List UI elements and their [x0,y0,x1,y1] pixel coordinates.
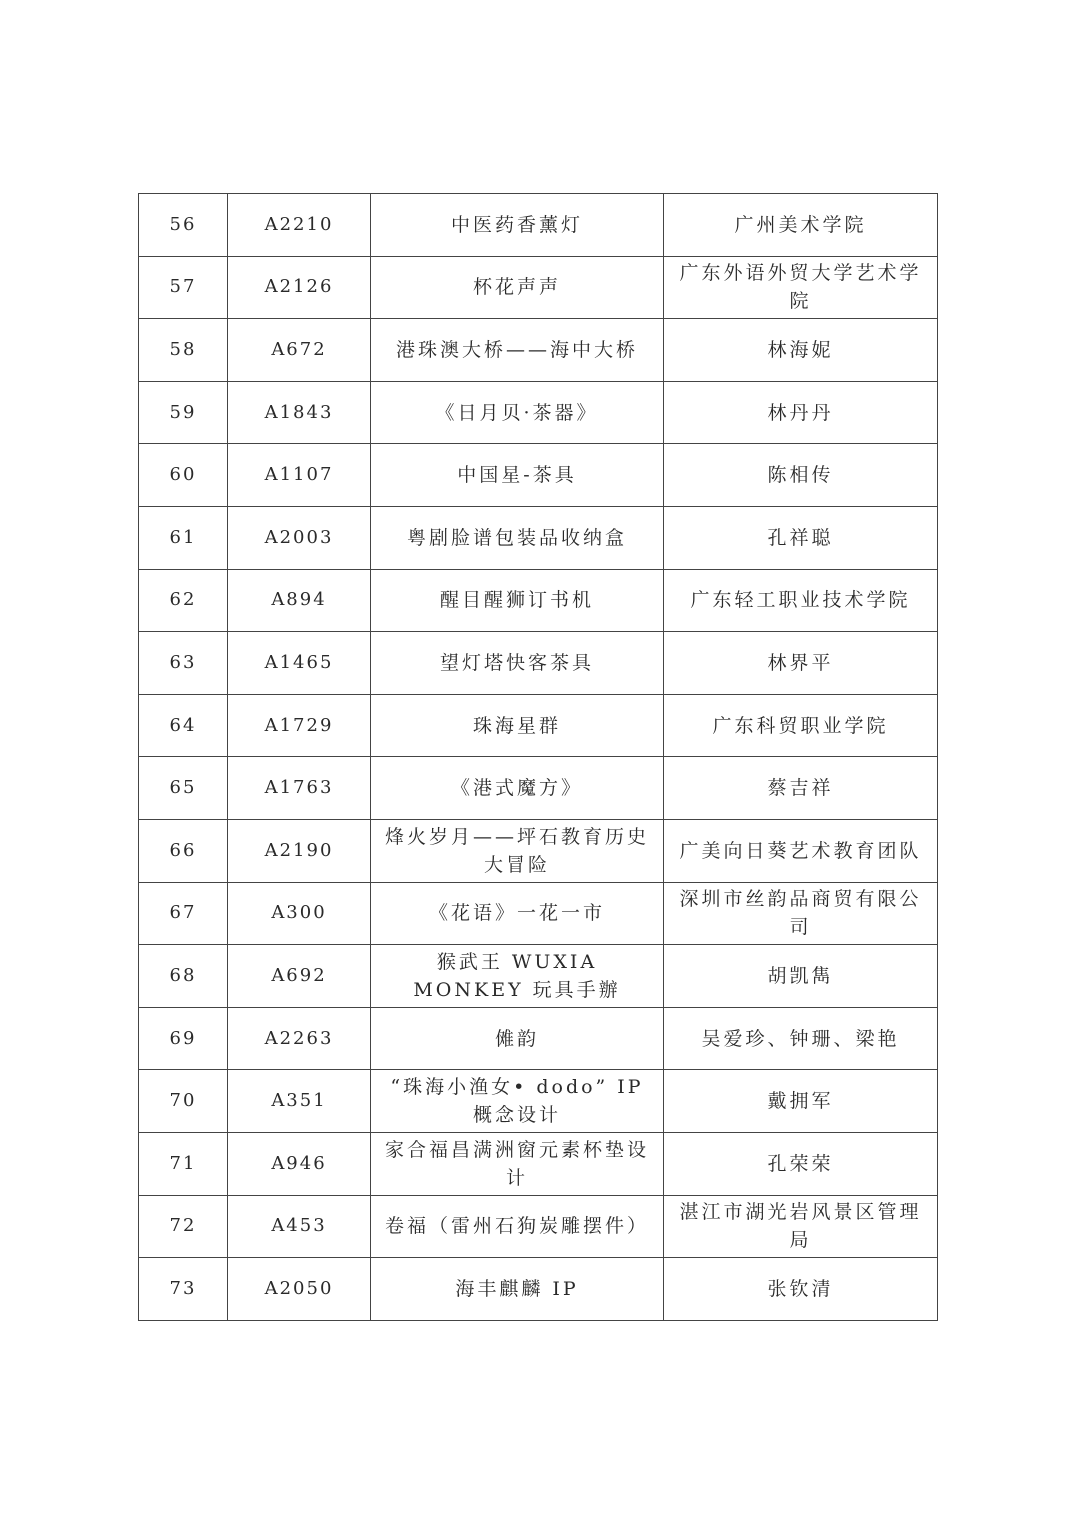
row-number: 67 [139,882,228,945]
work-title: 醒目醒狮订书机 [371,569,664,632]
work-title: 家合福昌满洲窗元素杯垫设计 [371,1132,664,1195]
row-number: 66 [139,819,228,882]
work-title: 中医药香薰灯 [371,194,664,257]
author-name: 林海妮 [664,319,938,382]
row-number: 72 [139,1195,228,1258]
row-number: 59 [139,381,228,444]
table-body [139,194,938,1321]
author-name: 广东外语外贸大学艺术学院 [664,256,938,319]
row-number: 70 [139,1070,228,1133]
author-name: 陈相传 [664,444,938,507]
row-number: 56 [139,194,228,257]
row-number: 57 [139,256,228,319]
author-name: 蔡吉祥 [664,757,938,820]
table-row [139,1195,938,1258]
award-list-table [138,193,938,1321]
table-row [139,319,938,382]
author-name: 广州美术学院 [664,194,938,257]
table-row [139,1132,938,1195]
author-name: 深圳市丝韵品商贸有限公司 [664,882,938,945]
entry-code: A692 [228,945,371,1008]
table-row [139,1007,938,1070]
table-row [139,632,938,695]
author-name: 广美向日葵艺术教育团队 [664,819,938,882]
table-row [139,256,938,319]
work-title: 烽火岁月——坪石教育历史大冒险 [371,819,664,882]
author-name: 孔荣荣 [664,1132,938,1195]
entry-code: A2190 [228,819,371,882]
author-name: 戴拥军 [664,1070,938,1133]
entry-code: A672 [228,319,371,382]
row-number: 73 [139,1258,228,1321]
row-number: 64 [139,694,228,757]
table-row [139,506,938,569]
entry-code: A2126 [228,256,371,319]
work-title: 卷福（雷州石狗炭雕摆件） [371,1195,664,1258]
entry-code: A1729 [228,694,371,757]
table-row [139,194,938,257]
entry-code: A300 [228,882,371,945]
work-title: 港珠澳大桥——海中大桥 [371,319,664,382]
work-title: 杯花声声 [371,256,664,319]
table-row [139,444,938,507]
work-title: 望灯塔快客茶具 [371,632,664,695]
entry-code: A946 [228,1132,371,1195]
row-number: 68 [139,945,228,1008]
author-name: 孔祥聪 [664,506,938,569]
table-row [139,882,938,945]
work-title: 《花语》一花一市 [371,882,664,945]
author-name: 湛江市湖光岩风景区管理局 [664,1195,938,1258]
author-name: 张钦清 [664,1258,938,1321]
work-title: 《港式魔方》 [371,757,664,820]
work-title: 傩韵 [371,1007,664,1070]
entry-code: A453 [228,1195,371,1258]
table-row [139,819,938,882]
author-name: 林界平 [664,632,938,695]
row-number: 61 [139,506,228,569]
row-number: 63 [139,632,228,695]
row-number: 58 [139,319,228,382]
table-row [139,757,938,820]
row-number: 69 [139,1007,228,1070]
entry-code: A1763 [228,757,371,820]
entry-code: A1465 [228,632,371,695]
table-row [139,381,938,444]
work-title: 珠海星群 [371,694,664,757]
entry-code: A2050 [228,1258,371,1321]
row-number: 65 [139,757,228,820]
entry-code: A2003 [228,506,371,569]
author-name: 林丹丹 [664,381,938,444]
row-number: 62 [139,569,228,632]
row-number: 71 [139,1132,228,1195]
entry-code: A2263 [228,1007,371,1070]
table-row [139,945,938,1008]
author-name: 广东科贸职业学院 [664,694,938,757]
work-title: 粤剧脸谱包装品收纳盒 [371,506,664,569]
table-row [139,694,938,757]
work-title: 《日月贝·茶器》 [371,381,664,444]
work-title: 海丰麒麟 IP [371,1258,664,1321]
work-title: 猴武王 WUXIA MONKEY 玩具手辦 [371,945,664,1008]
entry-code: A1843 [228,381,371,444]
author-name: 胡凯雋 [664,945,938,1008]
work-title: 中国星-茶具 [371,444,664,507]
author-name: 广东轻工职业技术学院 [664,569,938,632]
entry-code: A351 [228,1070,371,1133]
author-name: 吴爱珍、钟珊、梁艳 [664,1007,938,1070]
table-row [139,569,938,632]
entry-code: A894 [228,569,371,632]
entry-code: A2210 [228,194,371,257]
entry-code: A1107 [228,444,371,507]
work-title: “珠海小渔女• dodo” IP 概念设计 [371,1070,664,1133]
table-row [139,1258,938,1321]
table-row [139,1070,938,1133]
row-number: 60 [139,444,228,507]
